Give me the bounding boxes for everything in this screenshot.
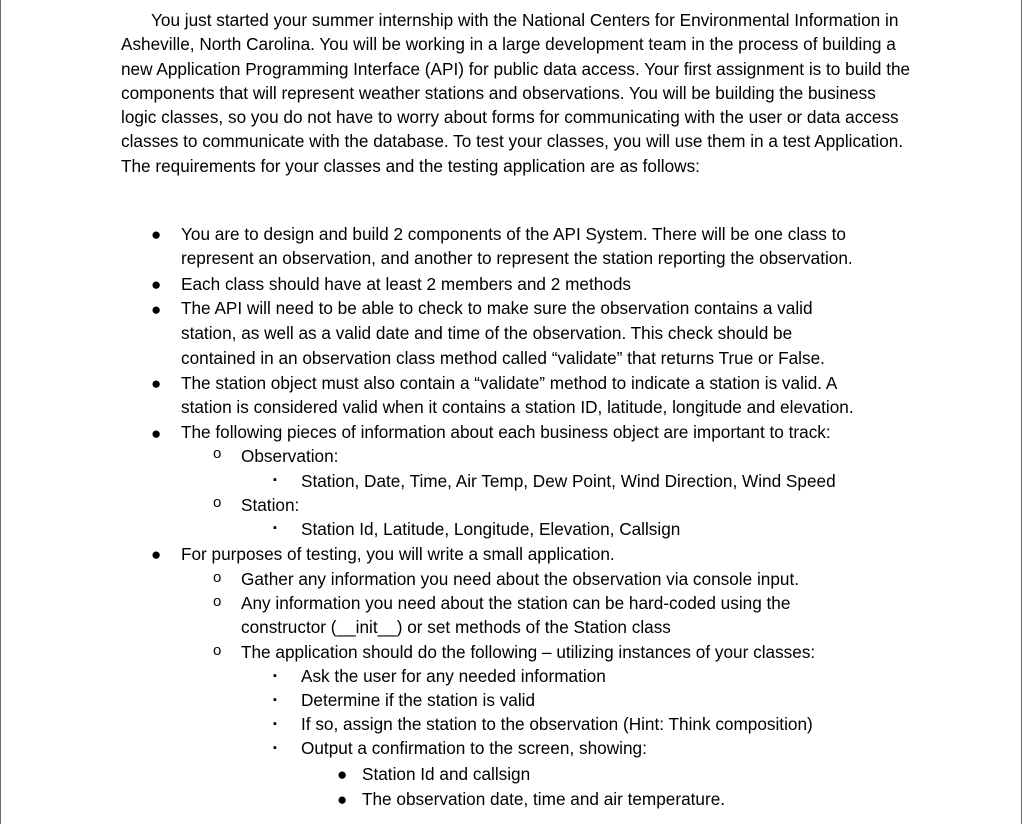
bullet-text: The following pieces of information about each business object are important to track: — [181, 422, 831, 442]
step-text: If so, assign the station to the observation (Hint: Think composition) — [301, 714, 813, 734]
sub-bullet-circle: o — [213, 569, 222, 586]
sub-bullet-circle: o — [213, 593, 222, 610]
output-text: Station Id and callsign — [362, 764, 531, 784]
bullet-dot: ● — [151, 300, 162, 319]
sub-bullet-text: The application should do the following – utilizing instances of your classes: — [241, 642, 816, 662]
bullet-dot: ● — [151, 545, 162, 564]
bullet-dot: ● — [151, 424, 162, 443]
intro-paragraph: You just started your summer internship with the National Centers for Environmental Information in Asheville, North Carolina. You will be working in a large development team in the process of building a new Application Programming Interface (API) for public data access. Your first assignment is to build the components that will represent weather stations and observations. You will be building the business logic classes, so you do not have to worry about forms for communicating with the user or data access classes to communicate with the database. To test your classes, you will use them in a test Application. The requirements for your classes and the testing application are as follows: — [121, 10, 911, 176]
station-fields: Station Id, Latitude, Longitude, Elevation, Callsign — [301, 519, 681, 539]
bullet-text: Each class should have at least 2 members and 2 methods — [181, 274, 631, 294]
sub-sub-bullet-square: ▪ — [273, 522, 277, 534]
bullet-dot: ● — [151, 374, 162, 393]
sub-bullet-circle: o — [213, 494, 222, 511]
observation-label: Observation: — [241, 446, 339, 466]
sub-sub-bullet-square: ▪ — [273, 670, 277, 682]
step-text: Ask the user for any needed information — [301, 666, 606, 686]
bullet-text: contained in an observation class method called “validate” that returns True or False. — [181, 348, 825, 368]
observation-fields: Station, Date, Time, Air Temp, Dew Point, Wind Direction, Wind Speed — [301, 471, 836, 491]
sub-sub-bullet-square: ▪ — [273, 694, 277, 706]
sub-bullet-text: constructor (__init__) or set methods of the Station class — [241, 617, 671, 637]
output-bullet-dot: ● — [337, 765, 348, 784]
bullet-text: The station object must also contain a “validate” method to indicate a station is valid. A — [181, 373, 838, 393]
output-text: The observation date, time and air temperature. — [362, 789, 726, 809]
bullet-dot: ● — [151, 225, 162, 244]
bullet-text: For purposes of testing, you will write a small application. — [181, 544, 615, 564]
sub-bullet-circle: o — [213, 445, 222, 462]
sub-sub-bullet-square: ▪ — [273, 474, 277, 486]
output-bullet-dot: ● — [337, 790, 348, 809]
station-label: Station: — [241, 495, 300, 515]
sub-sub-bullet-square: ▪ — [273, 742, 277, 754]
bullet-dot: ● — [151, 275, 162, 294]
sub-bullet-text: Gather any information you need about the observation via console input. — [241, 569, 799, 589]
sub-bullet-circle: o — [213, 642, 222, 659]
bullet-text: You are to design and build 2 components of the API System. There will be one class to — [181, 224, 846, 244]
bullet-text: station is considered valid when it contains a station ID, latitude, longitude and elevation. — [181, 397, 854, 417]
bullet-text: The API will need to be able to check to make sure the observation contains a valid — [181, 298, 813, 318]
bullet-text: represent an observation, and another to represent the station reporting the observation. — [181, 248, 853, 268]
step-text: Determine if the station is valid — [301, 690, 536, 710]
sub-bullet-text: Any information you need about the station can be hard-coded using the — [241, 593, 791, 613]
sub-sub-bullet-square: ▪ — [273, 718, 277, 730]
step-text: Output a confirmation to the screen, showing: — [301, 738, 647, 758]
bullet-text: station, as well as a valid date and time of the observation. This check should be — [181, 323, 793, 343]
